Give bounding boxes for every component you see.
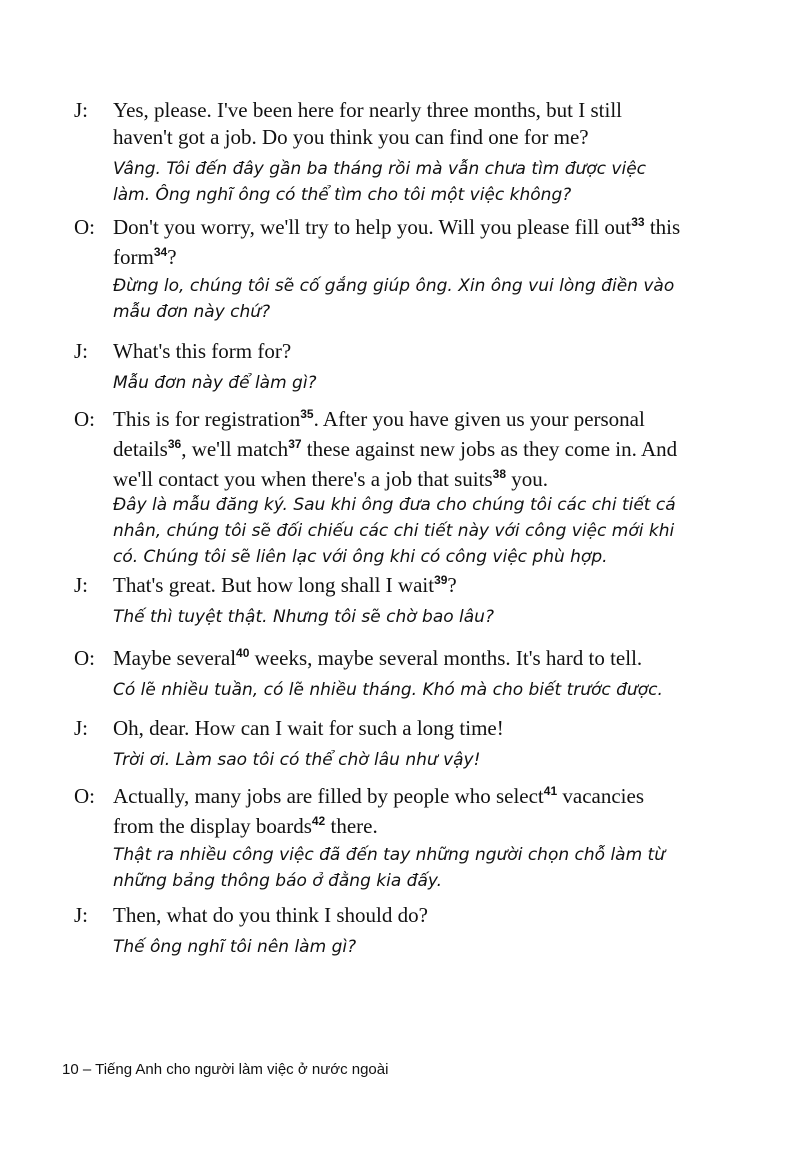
vietnamese-line: Trời ơi. Làm sao tôi có thể chờ lâu như vậy! xyxy=(113,750,481,770)
english-text-segment: Yes, please. I've been here for nearly three months, but I still xyxy=(113,98,623,122)
footnote-number: 33 xyxy=(631,215,645,229)
english-line xyxy=(113,715,763,742)
english-text-segment: Actually, many jobs are filled by people who select xyxy=(113,784,544,808)
speaker-label: J: xyxy=(74,903,89,927)
vietnamese-line: Đừng lo, chúng tôi sẽ cố gắng giúp ông. Xin ông vui lòng điền vào xyxy=(113,276,675,296)
english-text-segment: This is for registration xyxy=(113,407,301,431)
vietnamese-line: những bảng thông báo ở đằng kia đấy. xyxy=(113,871,443,891)
speaker-label: J: xyxy=(74,339,89,363)
speaker-label: J: xyxy=(74,573,89,597)
english-line xyxy=(113,244,763,274)
footnote-number: 39 xyxy=(434,573,448,587)
english-line xyxy=(113,436,763,466)
english-line xyxy=(113,97,763,124)
vietnamese-translation xyxy=(113,273,763,325)
speaker-label: O: xyxy=(74,215,95,239)
english-text-segment: ? xyxy=(447,573,457,597)
english-text-segment: haven't got a job. Do you think you can find one for me? xyxy=(113,125,589,149)
vietnamese-translation xyxy=(113,747,763,773)
english-text-segment: there. xyxy=(325,814,378,838)
english-text-segment: form xyxy=(113,245,154,269)
vietnamese-line: Thế thì tuyệt thật. Nhưng tôi sẽ chờ bao lâu? xyxy=(113,607,494,627)
vietnamese-line: Đây là mẫu đăng ký. Sau khi ông đưa cho chúng tôi các chi tiết cá xyxy=(113,495,676,515)
english-text xyxy=(113,645,763,675)
speaker-label: J: xyxy=(74,716,89,740)
english-line xyxy=(113,572,763,602)
english-text-segment: , we'll match xyxy=(181,437,289,461)
english-text-segment: Oh, dear. How can I wait for such a long time! xyxy=(113,716,504,740)
footnote-number: 40 xyxy=(236,646,250,660)
english-text-segment: these against new jobs as they come in. And xyxy=(301,437,678,461)
footnote-number: 34 xyxy=(153,245,168,259)
english-text-segment: Then, what do you think I should do? xyxy=(113,903,428,927)
english-text-segment: What's this form for? xyxy=(113,339,292,363)
vietnamese-translation xyxy=(113,370,763,396)
english-text-segment: this xyxy=(644,215,681,239)
english-text xyxy=(113,783,763,843)
english-text-segment: we'll contact you when there's a job that suits xyxy=(113,467,493,491)
english-line xyxy=(113,902,763,929)
english-text xyxy=(113,572,763,602)
vietnamese-translation xyxy=(113,934,763,960)
english-text-segment: That's great. But how long shall I wait xyxy=(113,573,435,597)
english-text-segment: ? xyxy=(167,245,177,269)
english-text-segment: . After you have given us your personal xyxy=(313,407,645,431)
speaker-label: O: xyxy=(74,646,95,670)
vietnamese-translation xyxy=(113,677,763,703)
footnote-number: 41 xyxy=(543,784,558,798)
english-text-segment: weeks, maybe several months. It's hard to tell. xyxy=(249,646,643,670)
footnote-number: 38 xyxy=(492,467,506,481)
vietnamese-line: mẫu đơn này chứ? xyxy=(113,302,271,322)
vietnamese-translation xyxy=(113,604,763,630)
english-text-segment: details xyxy=(113,437,168,461)
english-line xyxy=(113,783,763,813)
vietnamese-line: làm. Ông nghĩ ông có thể tìm cho tôi một việc không? xyxy=(113,185,572,205)
vietnamese-line: Thế ông nghĩ tôi nên làm gì? xyxy=(113,937,357,957)
vietnamese-line: Vâng. Tôi đến đây gần ba tháng rồi mà vẫn chưa tìm được việc xyxy=(113,159,647,179)
speaker-label: J: xyxy=(74,98,89,122)
speaker-label: O: xyxy=(74,407,95,431)
vietnamese-line: nhân, chúng tôi sẽ đối chiếu các chi tiết này với công việc mới khi xyxy=(113,521,675,541)
english-line xyxy=(113,214,763,244)
vietnamese-line: Thật ra nhiều công việc đã đến tay những người chọn chỗ làm từ xyxy=(113,845,665,865)
footnote-number: 42 xyxy=(311,814,326,828)
english-text-segment: vacancies xyxy=(557,784,644,808)
footnote-number: 35 xyxy=(300,407,314,421)
english-text-segment: from the display boards xyxy=(113,814,312,838)
english-text xyxy=(113,902,763,929)
vietnamese-line: Mẫu đơn này để làm gì? xyxy=(113,373,317,393)
english-line xyxy=(113,645,763,675)
vietnamese-translation xyxy=(113,156,763,208)
english-text xyxy=(113,214,763,274)
vietnamese-translation xyxy=(113,842,763,894)
english-text xyxy=(113,97,763,151)
page-footer: 10 – Tiếng Anh cho người làm việc ở nước ngoài xyxy=(62,1061,389,1078)
footnote-number: 36 xyxy=(167,437,182,451)
english-line xyxy=(113,124,763,151)
english-line xyxy=(113,406,763,436)
english-text xyxy=(113,338,763,365)
english-text-segment: you. xyxy=(506,467,548,491)
english-text-segment: Maybe several xyxy=(113,646,237,670)
english-line xyxy=(113,813,763,843)
english-text xyxy=(113,715,763,742)
english-line xyxy=(113,338,763,365)
footnote-number: 37 xyxy=(288,437,302,451)
english-text xyxy=(113,406,763,496)
speaker-label: O: xyxy=(74,784,95,808)
vietnamese-line: có. Chúng tôi sẽ liên lạc với ông khi có công việc phù hợp. xyxy=(113,547,608,567)
english-text-segment: Don't you worry, we'll try to help you. Will you please fill out xyxy=(113,215,632,239)
vietnamese-translation xyxy=(113,492,763,570)
vietnamese-line: Có lẽ nhiều tuần, có lẽ nhiều tháng. Khó mà cho biết trước được. xyxy=(113,680,663,700)
